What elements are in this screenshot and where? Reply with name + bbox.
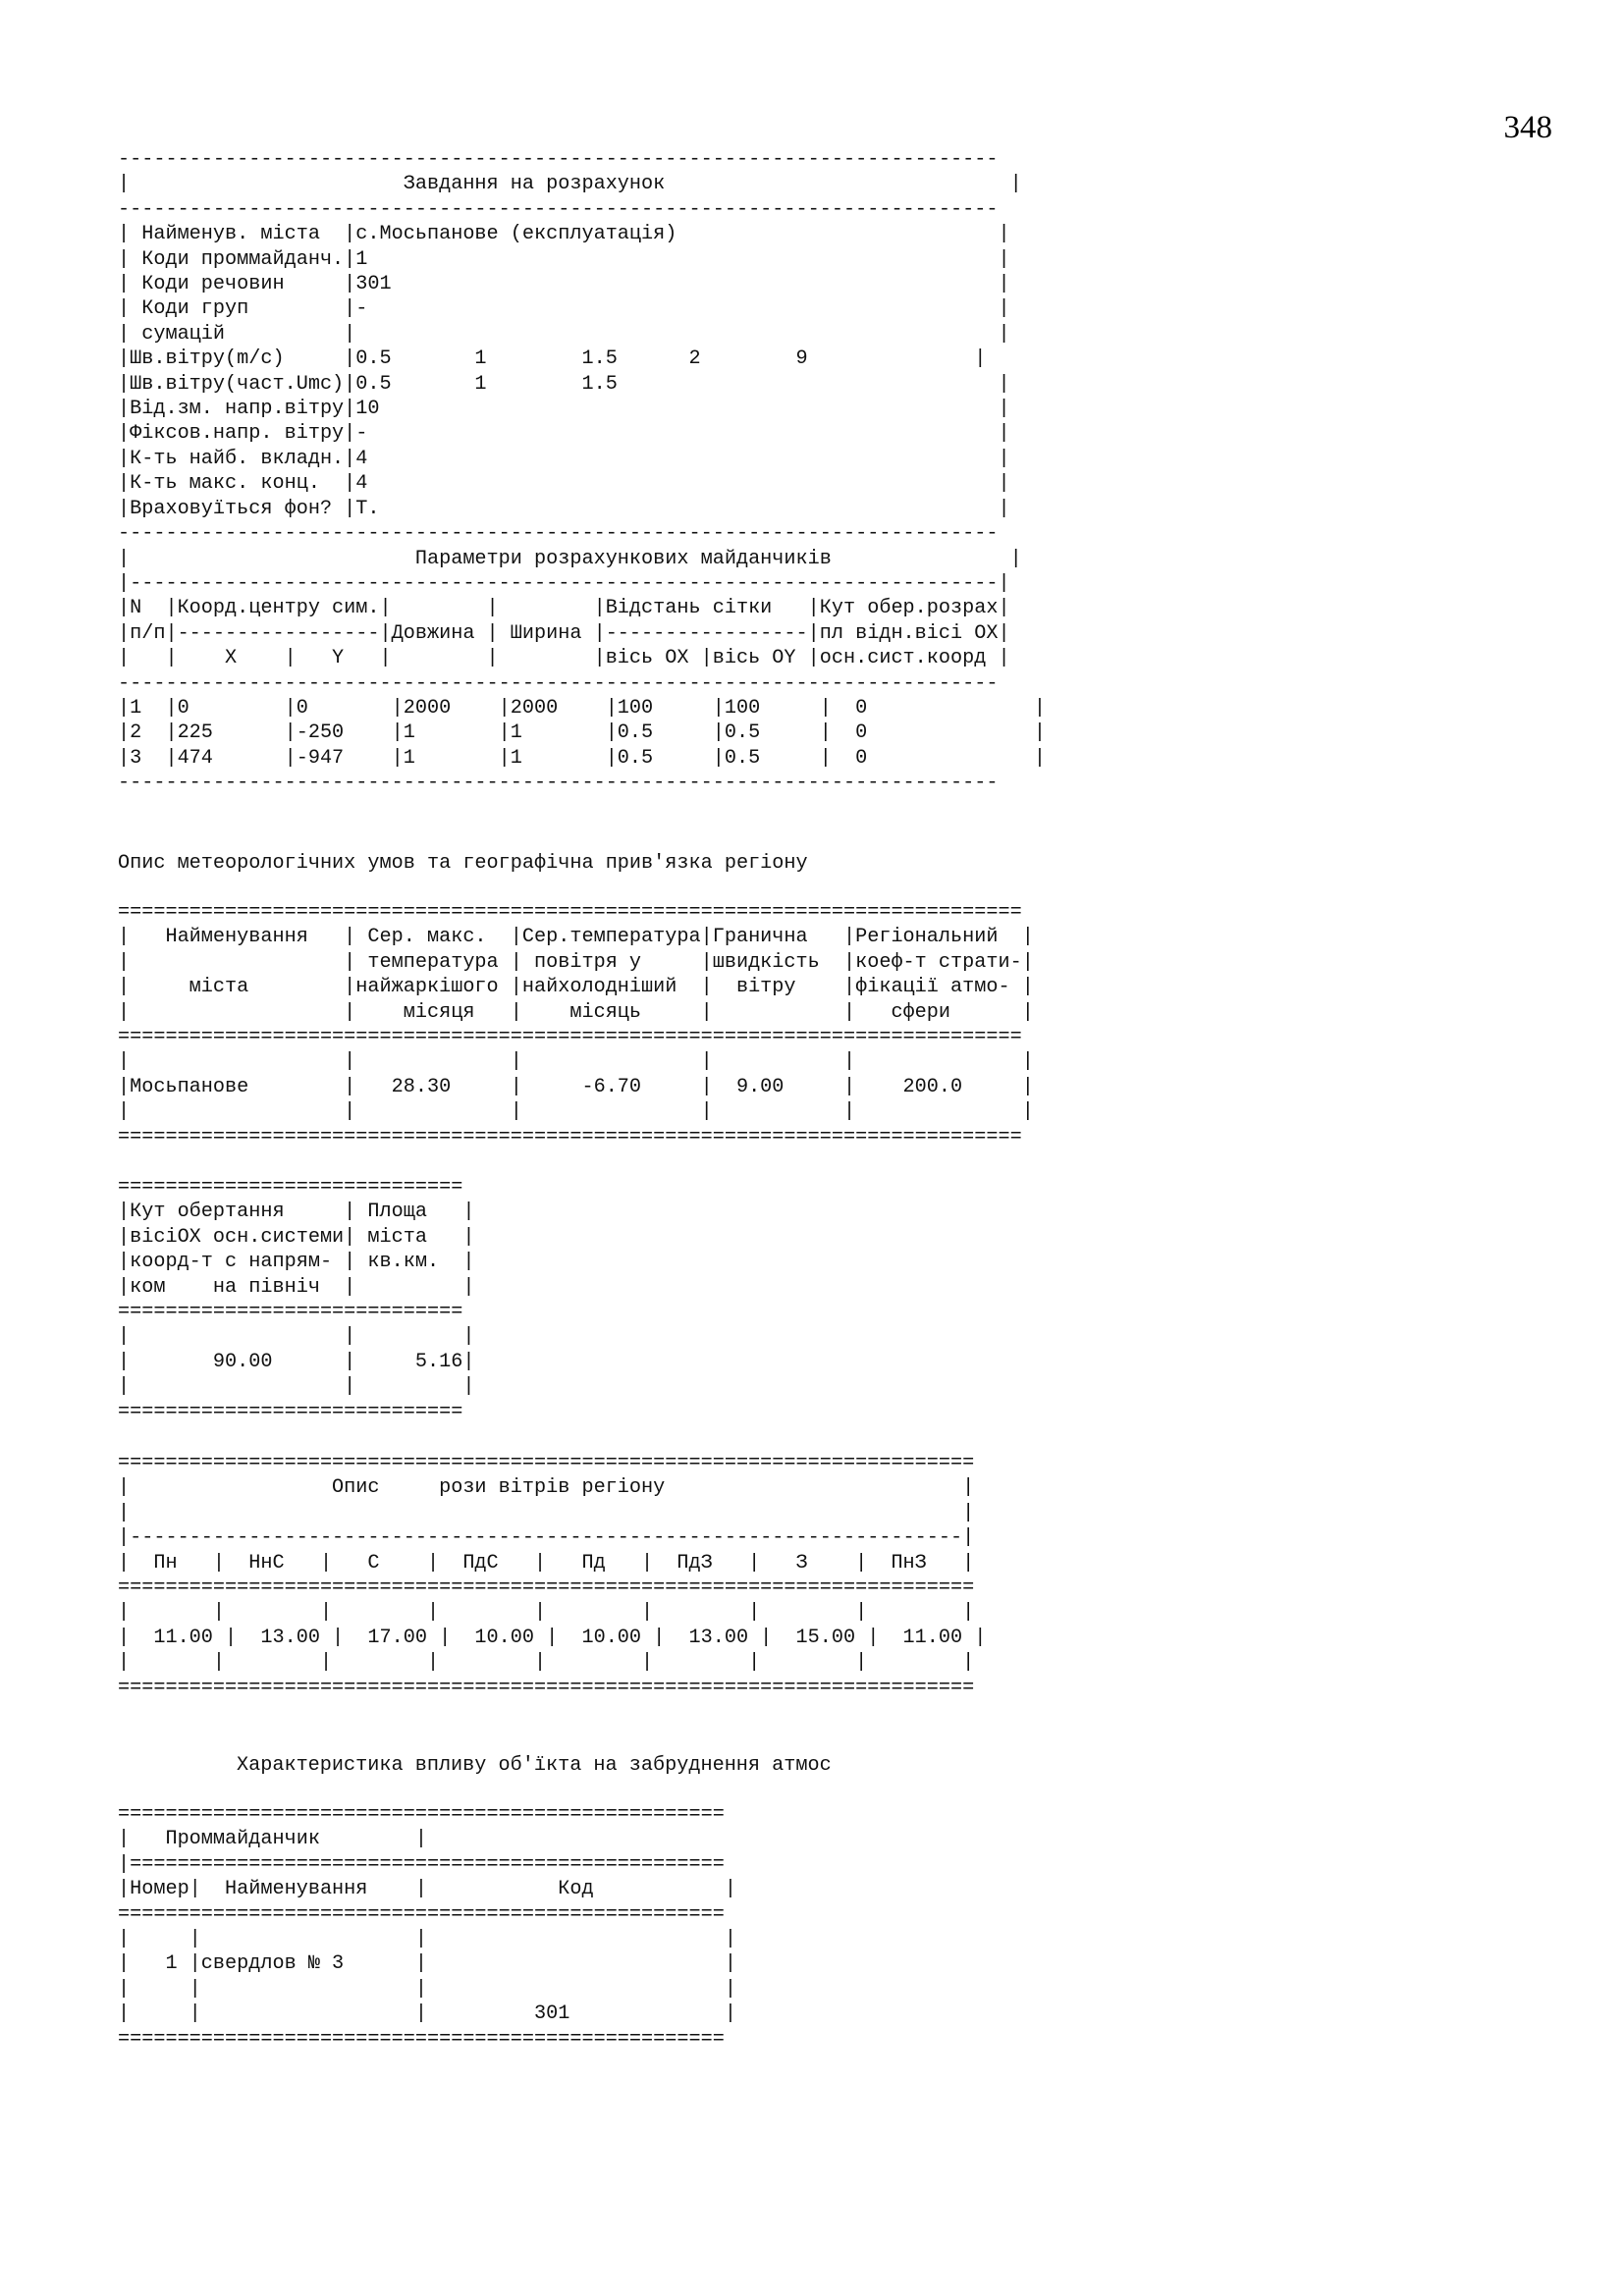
impact-caption: Характеристика впливу об'їкта на забруднення атмос [237, 1754, 832, 1777]
meteo-conditions-table: ============================================================================ | Найменування | Сер. макс. |Сер.температура|Гранична |Регіональний | | | температура | повітря у |швидкість |коеф-т страти-| | міста |найжаркішого |найхолодніший | вітру |фікації атмо- | | | місяця | місяць | | сфери | ============================================================================ | | | | | | |Мосьпанове | 28.30 | -6.70 | 9.00 | 200.0 | | | | | | | ============================================================================ [118, 901, 1034, 1148]
page-number: 348 [1503, 110, 1552, 145]
wind-rose-table: ======================================================================== | Опис рози вітрів регіону | | | |----------------------------------------------------------------------| | Пн | НнС | С | ПдС | Пд | ПдЗ | З | ПнЗ | ======================================================================== | | | | | | | | | | 11.00 | 13.00 | 17.00 | 10.00 | 10.00 | 13.00 | 15.00 | 11.00 | | | | | | | | | | ======================================================================== [118, 1452, 987, 1699]
calculation-task-table: -------------------------------------------------------------------------- | Завдання на розрахунок | -------------------------------------------------------------------------- | Найменув. міста |с.Мосьпанове (експлуатація) | | Коди проммайданч.|1 | | Коди речовин |301 | | Коди груп |- | | сумацій | | |Шв.вітру(m/c) |0.5 1 1.5 2 9 | |Шв.вітру(част.Umc)|0.5 1 1.5 | |Від.зм. напр.вітру|10 | |Фіксов.напр. вітру|- | |К-ть найб. вкладн.|4 | |К-ть макс. конц. |4 | |Враховуїться фон? |Т. | -------------------------------------------------------------------------- | Параметри розрахункових майданчиків | |-------------------------------------------------------------------------| |N |Коорд.центру сим.| | |Відстань сітки |Кут обер.розрах| |п/п|-----------------|Довжина | Ширина |-----------------|пл відн.вісі ОХ| | | X | Y | | |вісь ОХ |вісь OY |осн.сист.коорд | -------------------------------------------------------------------------- |1 |0 |0 |2000 |2000 |100 |100 | 0 | |2 |225 |-250 |1 |1 |0.5 |0.5 | 0 | |3 |474 |-947 |1 |1 |0.5 |0.5 | 0 | -------------------------------------------------------------------------- [118, 148, 1046, 795]
industrial-site-table: =================================================== | Проммайданчик | |================================================== |Номер| Найменування | Код | =================================================== | | | | | 1 |свердлов № 3 | | | | | | | | | 301 | =================================================== [118, 1803, 736, 2051]
meteo-caption: Опис метеорологічних умов та географічна прив'язка регіону [118, 852, 808, 875]
rotation-angle-area-table: ============================= |Кут обертання | Площа | |вісіОХ осн.системи| міста | |коорд-т с напрям- | кв.км. | |ком на північ | | ============================= | | | | 90.00 | 5.16| | | | ============================= [118, 1176, 475, 1423]
